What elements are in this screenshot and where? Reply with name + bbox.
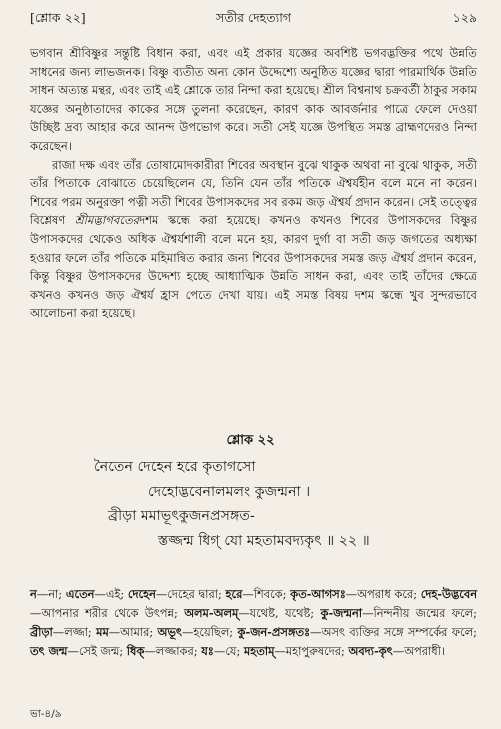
synonym-meaning: যে;	[225, 644, 244, 658]
synonym-word: অবদ্য-কৃৎ	[348, 644, 393, 658]
synonym-word: ধিক্	[126, 644, 145, 658]
synonym-meaning: শিবকে;	[253, 587, 291, 601]
synonym-word: দেহেন	[127, 587, 156, 601]
verse-reference: [শ্লোক ২২]	[30, 10, 86, 25]
synonym-meaning: হয়েছিল;	[193, 625, 238, 639]
synonym-meaning: যথেষ্ট, যথেষ্ট;	[249, 606, 321, 620]
synonym-word: অভূৎ	[157, 625, 182, 639]
paragraph-2	[30, 156, 477, 323]
scripture-title: শ্রীমদ্ভাগবতের	[74, 213, 140, 228]
verse-line-3: ব্রীড়া মমাভূৎকুজনপ্রসঙ্গত-	[108, 508, 255, 524]
word-meanings: ন—না; এতেন—এই; দেহেন—দেহের দ্বারা; হরে—শিবকে; কৃত-আগসঃ—অপরাধ করে; দেহ-উদ্ভবেন—আপনার শরীর থেকে উৎপন্ন; অলম-অলম্—যথেষ্ট, যথেষ্ট; কু-জন্মনা—নিন্দনীয় জন্মের ফলে; ব্রীড়া—লজ্জা; মম—আমার; অভূৎ—হয়েছিল; কু-জন-প্রসঙ্গতঃ—অসৎ ব্যক্তির সঙ্গে সম্পর্কের ফলে; তৎ জন্ম—সেই জন্ম; ধিক্—লজ্জাকর; যঃ—যে; মহতাম্—মহাপুরুষদের; অবদ্য-কৃৎ—অপরাধী।	[30, 587, 478, 658]
verse-line-2: দেহোদ্ভবেনালমলং কুজন্মনা ।	[148, 483, 311, 500]
synonym-meaning: লজ্জা;	[64, 625, 97, 639]
synonym-meaning: মহাপুরুষদের;	[285, 644, 349, 658]
paragraph-2-part-a: রাজা দক্ষ এবং তাঁর তোষামোদকারীরা শিবের অবস্থান বুঝে থাকুক অথবা না বুঝে থাকুক, সতী তাঁর পিতাকে বোঝাতে চেয়েছিলেন যে, তিনি যেন তাঁর পতিকে ঐশ্বর্যহীন বলে মনে না করেন। শিবের পরম অনুরক্তা পত্নী সতী শিবের উপাসকদের সব রকম জড় ঐশ্বর্য প্রদান করেন। সেই তত্ত্বের বিশ্লেষণ	[30, 157, 477, 228]
synonym-word: যঃ	[201, 644, 214, 658]
synonym-meaning: লজ্জাকর;	[155, 644, 202, 658]
synonym-word: ন	[30, 587, 37, 601]
verse-title: শ্লোক ২২	[226, 433, 275, 448]
synonym-meaning: না;	[48, 587, 66, 601]
synonym-meaning: এই;	[105, 587, 128, 601]
synonym-word: কৃত-আগসঃ	[290, 587, 346, 601]
page-footer-signature: ভা-৪/৯	[30, 708, 62, 720]
page-header	[30, 8, 477, 30]
synonym-meaning: অসৎ ব্যক্তির সঙ্গে সম্পর্কের ফলে;	[321, 625, 478, 639]
synonym-word: মহতাম্	[243, 644, 275, 658]
synonym-word: দেহ-উদ্ভবেন	[420, 587, 478, 601]
verse-line-4: স্তজ্জন্ম ধিগ্ যো মহতামবদ্যকৃৎ ॥ ২২ ॥	[158, 532, 370, 549]
page-number: ১২৯	[452, 10, 477, 25]
synonym-meaning: অপরাধী।	[404, 644, 446, 658]
synonym-word: এতেন	[65, 587, 95, 601]
synonym-meaning: নিন্দনীয় জন্মের ফলে;	[373, 606, 477, 620]
purport-text	[30, 44, 477, 323]
synonym-word: অলম-অলম্	[184, 606, 239, 620]
synonym-meaning: দেহের দ্বারা;	[167, 587, 226, 601]
synonym-meaning: আপনার শরীর থেকে উৎপন্ন;	[41, 606, 185, 620]
synonym-word: ব্রীড়া	[30, 625, 53, 639]
synonym-meaning: সেই জন্ম;	[78, 644, 127, 658]
synonym-word: হরে	[225, 587, 243, 601]
chapter-title: সতীর দেহত্যাগ	[215, 10, 292, 25]
synonym-meaning: অপরাধ করে;	[357, 587, 421, 601]
synonym-word: মম	[96, 625, 109, 639]
sanskrit-verse	[40, 455, 477, 553]
synonym-word: তৎ জন্ম	[30, 644, 68, 658]
paragraph-1: ভগবান শ্রীবিষ্ণুর সন্তুষ্টি বিধান করা, এবং এই প্রকার যজ্ঞের অবশিষ্ট ভগবদ্ভক্তির পথে উন্নতি সাধনের জন্য লাভজনক। বিষ্ণু ব্যতীত অন্য কোন উদ্দেশ্যে অনুষ্ঠিত যজ্ঞের দ্বারা পারমার্থিক উন্নতি সাধন অত্যন্ত মন্থর, এবং তাই এই শ্লোকে তার নিন্দা করা হয়েছে। শ্রীল বিশ্বনাথ চক্রবর্তী ঠাকুর সকাম যজ্ঞের অনুষ্ঠাতাদের কাকের সঙ্গে তুলনা করেছেন, কারণ কাক আবর্জনার পাত্রে ফেলে দেওয়া উচ্ছিষ্ট দ্রব্য আহার করে আনন্দ উপভোগ করে। সতী সেই যজ্ঞে উপস্থিত সমস্ত ব্রাহ্মণদেরও নিন্দা করেছেন।	[30, 46, 478, 153]
synonym-word: কু-জন-প্রসঙ্গতঃ	[237, 625, 311, 639]
synonym-meaning: আমার;	[120, 625, 158, 639]
synonym-word: কু-জন্মনা	[320, 606, 363, 620]
verse-line-1: নৈতেন দেহেন হরে কৃতাগসো	[94, 459, 256, 475]
paragraph-2-part-b: দশম স্কন্ধে করা হয়েছে। কখনও কখনও শিবের উপাসকদের বিষ্ণুর উপাসকদের থেকেও অধিক ঐশ্বর্যশালী বলে মনে হয়, কারণ দুর্গা বা সতী জড় জগতের অধ্যক্ষা হওয়ার ফলে তাঁর পতিকে মহিমান্বিত করার জন্য শিবের উপাসকদের সমস্ত জড় ঐশ্বর্য প্রদান করেন, কিন্তু বিষ্ণুর উপাসকদের উদ্দেশ্য হচ্ছে আধ্যাত্মিক উন্নতি সাধন করা, এবং তাই তাঁদের ক্ষেত্রে কখনও কখনও জড় ঐশ্বর্য হ্রাস পেতে দেখা যায়। এই সমস্ত বিষয় দশম স্কন্ধে খুব সুন্দরভাবে আলোচনা করা হয়েছে।	[30, 213, 477, 321]
